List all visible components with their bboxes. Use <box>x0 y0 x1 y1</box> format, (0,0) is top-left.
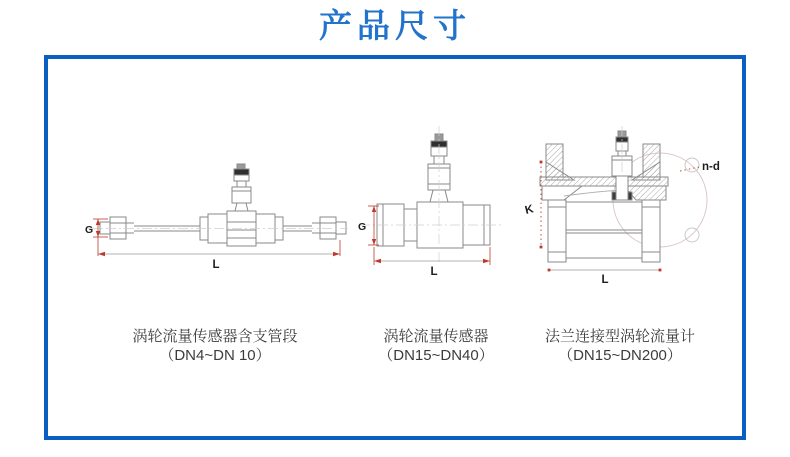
dim-label-l: L <box>212 259 220 271</box>
diagram-turbine-sensor-with-pipes <box>78 140 358 285</box>
caption-diagram-1 <box>85 327 345 365</box>
dim-label-l: L <box>430 266 438 278</box>
dim-label-g: G <box>358 221 367 233</box>
meter-body-drawing <box>100 164 346 246</box>
dim-label-k: K <box>523 203 535 217</box>
caption-line1: 涡轮流量传感器含支管段 <box>132 328 298 345</box>
caption-line2: （DN15~DN40） <box>378 347 494 364</box>
dim-label-nd: n-d <box>702 161 720 173</box>
diagram-flange-meter <box>512 122 744 347</box>
sensor-head <box>232 164 251 211</box>
dim-label-g: G <box>85 224 94 236</box>
meter-body-drawing <box>377 134 490 248</box>
caption-line1: 涡轮流量传感器 <box>383 328 489 345</box>
diagram-turbine-sensor <box>350 122 510 287</box>
meter-body-drawing <box>540 131 668 262</box>
caption-diagram-3 <box>520 327 720 365</box>
caption-line2: （DN4~DN 10） <box>159 347 271 364</box>
caption-diagram-2 <box>346 327 526 365</box>
caption-line1: 法兰连接型涡轮流量计 <box>544 328 695 345</box>
page-title: 产品尺寸 <box>319 7 471 44</box>
dim-label-l: L <box>601 274 609 286</box>
caption-line2: （DN15~DN200） <box>558 347 682 364</box>
